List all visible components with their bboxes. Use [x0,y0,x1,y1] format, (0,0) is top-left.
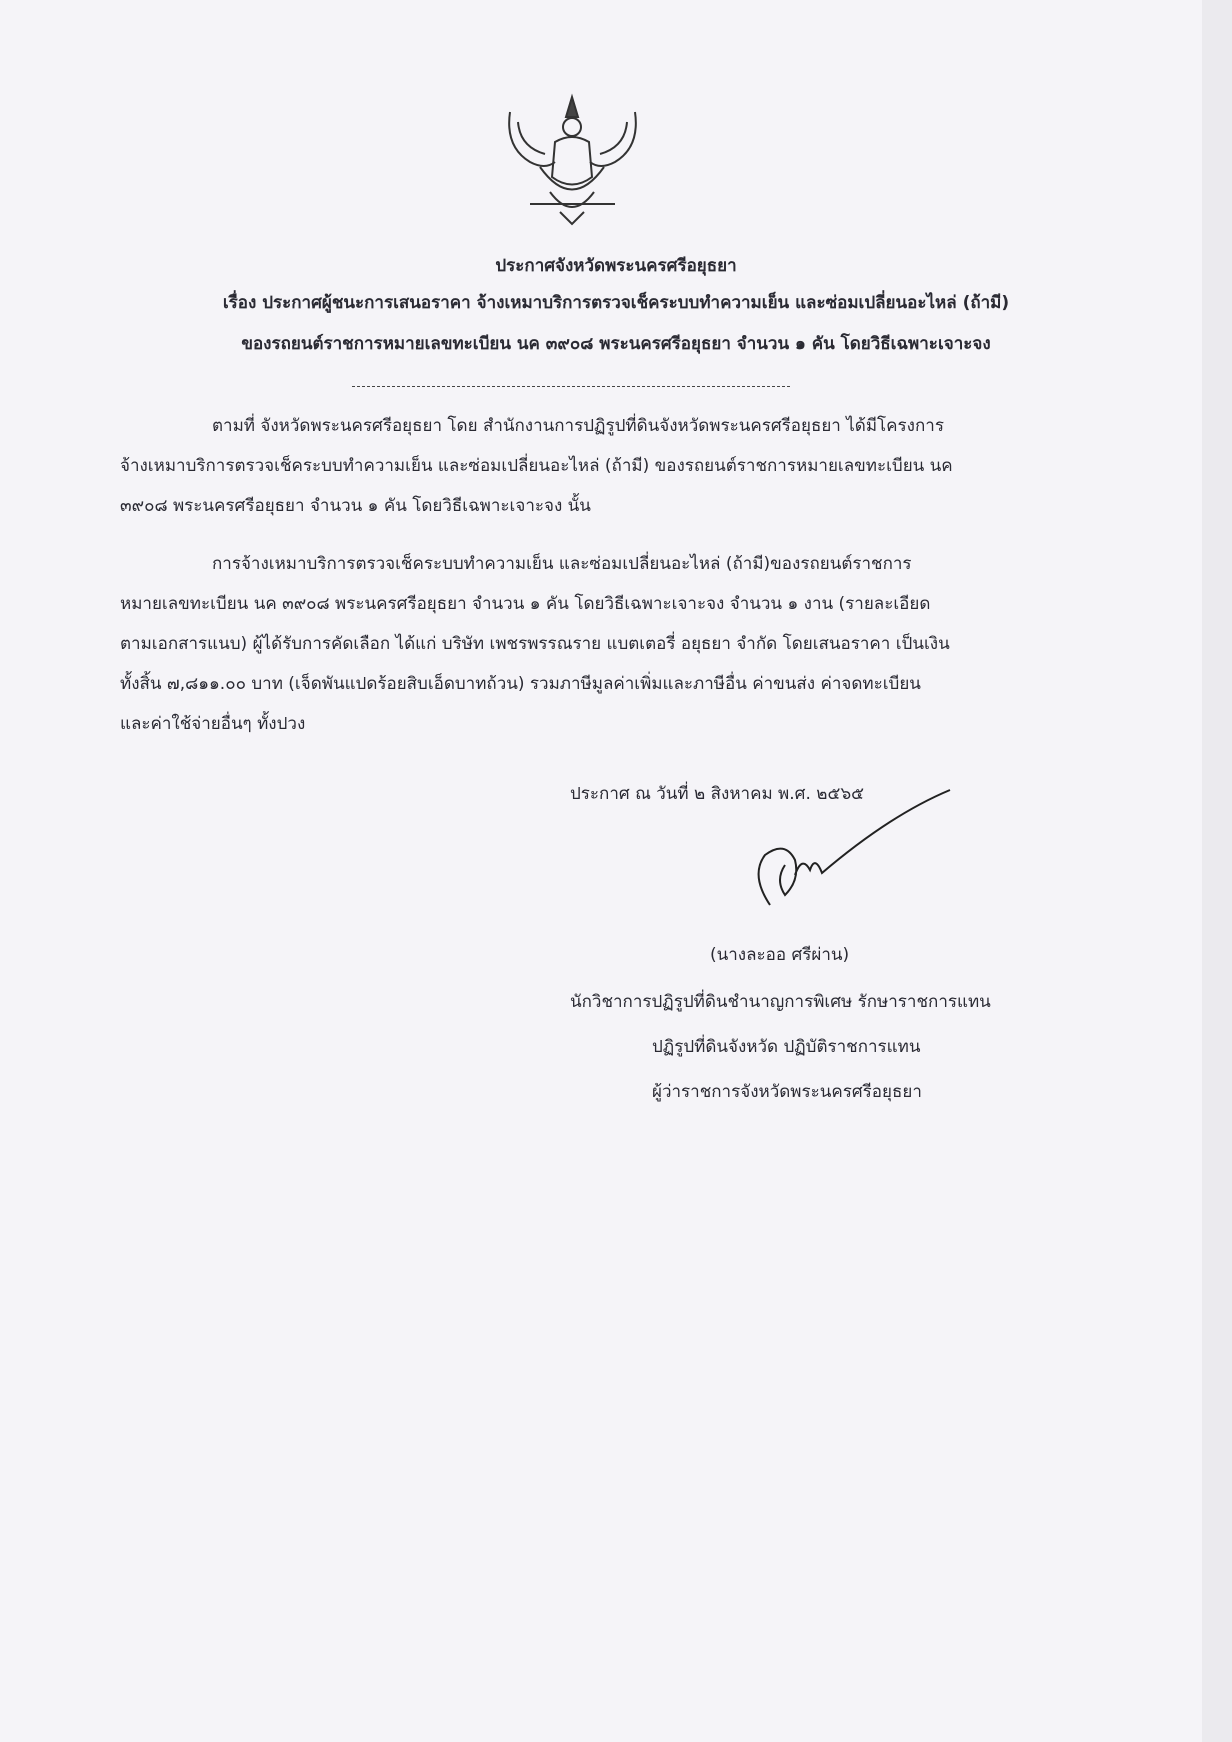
para2-line: ทั้งสิ้น ๗,๘๑๑.๐๐ บาท (เจ็ดพันแปดร้อยสิบเอ็ดบาทถ้วน) รวมภาษีมูลค่าเพิ่มและภาษีอื่น ค่าขนส่ง ค่าจดทะเบียน [120,674,921,694]
garuda-emblem-icon [500,92,645,227]
para2-line: การจ้างเหมาบริการตรวจเช็คระบบทำความเย็น และซ่อมเปลี่ยนอะไหล่ (ถ้ามี)ของรถยนต์ราชการ [212,554,912,574]
signer-position-3: ผู้ว่าราชการจังหวัดพระนครศรีอยุธยา [652,1082,922,1102]
signature [740,785,960,935]
para1-line: ตามที่ จังหวัดพระนครศรีอยุธยา โดย สำนักงานการปฏิรูปที่ดินจังหวัดพระนครศรีอยุธยา ได้มีโครงการ [212,416,944,436]
para1-line: ๓๙๐๘ พระนครศรีอยุธยา จำนวน ๑ คัน โดยวิธีเฉพาะเจาะจง นั้น [120,496,591,516]
signer-position-2: ปฏิรูปที่ดินจังหวัด ปฏิบัติราชการแทน [652,1037,921,1057]
subject-line-1: เรื่อง ประกาศผู้ชนะการเสนอราคา จ้างเหมาบริการตรวจเช็คระบบทำความเย็น และซ่อมเปลี่ยนอะไหล่ (ถ้ามี) [222,293,1010,313]
para2-line: และค่าใช้จ่ายอื่นๆ ทั้งปวง [120,714,306,734]
subject-line-2: ของรถยนต์ราชการหมายเลขทะเบียน นค ๓๙๐๘ พระนครศรีอยุธยา จำนวน ๑ คัน โดยวิธีเฉพาะเจาะจง [241,334,991,354]
para2-line: หมายเลขทะเบียน นค ๓๙๐๘ พระนครศรีอยุธยา จำนวน ๑ คัน โดยวิธีเฉพาะเจาะจง จำนวน ๑ งาน (รายละเอียด [120,594,931,614]
para2-line: ตามเอกสารแนบ) ผู้ได้รับการคัดเลือก ได้แก่ บริษัท เพชรพรรณราย แบตเตอรี่ อยุธยา จำกัด โดยเสนอราคา เป็นเงิน [120,634,950,654]
signer-name: (นางละออ ศรีผ่าน) [710,945,850,965]
signer-position-1: นักวิชาการปฏิรูปที่ดินชำนาญการพิเศษ รักษาราชการแทน [570,992,991,1012]
document-title: ประกาศจังหวัดพระนครศรีอยุธยา [495,256,737,276]
separator-line [352,386,790,387]
announcement-date: ประกาศ ณ วันที่ ๒ สิงหาคม พ.ศ. ๒๕๖๕ [570,784,864,804]
para1-line: จ้างเหมาบริการตรวจเช็คระบบทำความเย็น และซ่อมเปลี่ยนอะไหล่ (ถ้ามี) ของรถยนต์ราชการหมายเลขทะเบียน นค [120,456,953,476]
